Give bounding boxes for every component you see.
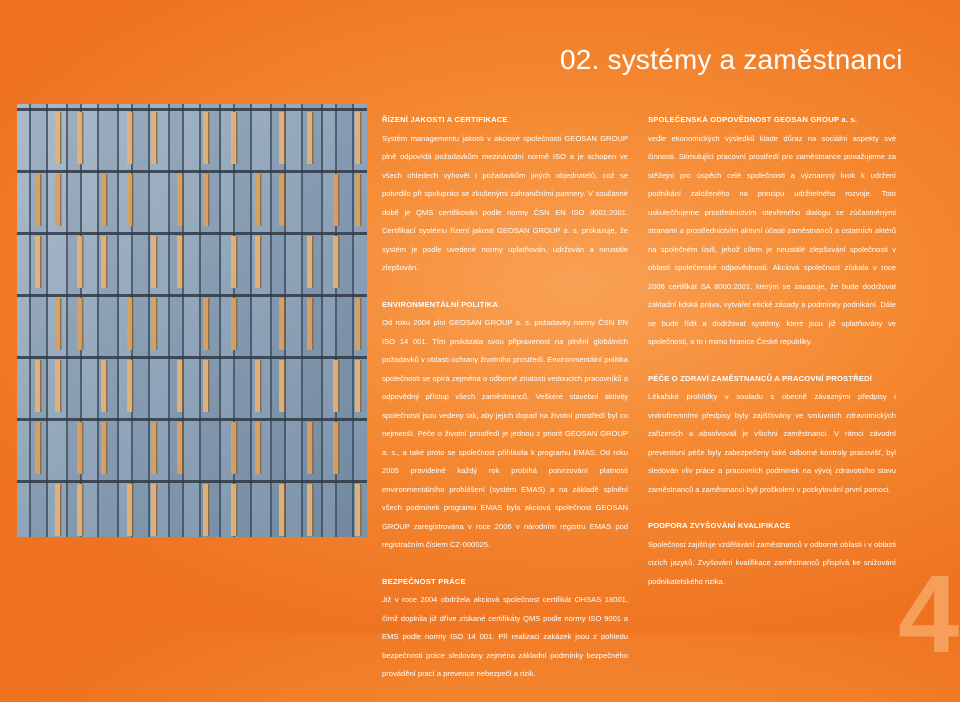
section-heading: PODPORA ZVYŠOVÁNÍ KVALIFIKACE: [648, 521, 791, 530]
section-heading: SPOLEČENSKÁ ODPOVĚDNOST GEOSAN GROUP a. s.: [648, 115, 858, 124]
section-text: Lékařské prohlídky v souladu s obecně závaznými předpisy i vnitrofiremními předpisy byly zajišťovány ve smluvních zdravotnických zařízeních a absolvovali je všichni zaměstnanci. V rámci závodní preventivní péče byly zabezpečeny také odborné kontroly pracovišť, byl sledován vliv práce a pracovních podmínek na vývoj zdravotního stavu zaměstnanců a zaměstnanci byli proškoleni v poskytování první pomoci.: [648, 392, 896, 494]
section-quality: [382, 111, 628, 278]
section-qualification: [648, 517, 896, 591]
section-health: [648, 370, 896, 500]
section-social-responsibility: [648, 111, 896, 352]
section-text: Systém managementu jakosti v akciové společnosti GEOSAN GROUP plně odpovídá požadavkům mezinárodní normě ISO a je schopen ve všech ohledech vyhovět i požadavkům jiných objednatelů, což se potvrdilo při spolupráci se zkušenými zahraničními partnery. V současné době je QMS certifikován podle normy ČSN EN ISO 9001:2001. Certifikací systému řízení jakosti GEOSAN GROUP a. s. prokazuje, že systém je podle uvedené normy uplatňován, udržován a neustále zlepšován.: [382, 133, 628, 272]
section-safety: [382, 573, 628, 684]
page-title: 02. systémy a zaměstnanci: [560, 44, 903, 75]
section-environment: [382, 296, 628, 555]
section-text: Již v roce 2004 obdržela akciová společnost certifikát OHSAS 18001, čímž doplnila již dříve získané certifikáty QMS podle normy ISO 9001 a EMS podle normy ISO 14 001. Při realizaci zakázek jsou z pohledu bezpečnosti práce sledovány zejména základní podmínky bezpečného provádění prací a prevence nebezpečí a rizik.: [382, 595, 628, 678]
section-heading: PÉČE O ZDRAVÍ ZAMĚSTNANCŮ A PRACOVNÍ PROSTŘEDÍ: [648, 373, 873, 383]
section-text: Společnost zajišťuje vzdělávání zaměstnanců v odborné oblasti i v oblasti cizích jazyků. Zvyšování kvalifikace zaměstnanců přispívá ke snižování podnikatelského rizika.: [648, 539, 896, 586]
facade-illustration: [17, 104, 367, 537]
section-text: Od roku 2004 plní GEOSAN GROUP a. s. požadavky normy ČSN EN ISO 14 001. Tím prokázala svou připravenost na plnění globálních požadavků v oblasti ochrany životního prostředí. Environmentální politika společnosti se opírá zejména o odborné znalosti vedoucích pracovníků a odpovědný přístup všech zaměstnanců. Veškeré stavební aktivity společnosti jsou vedeny tak, aby jejich dopad na životní prostředí byl co nejmenší. Péče o životní prostředí je jednou z priorit GEOSAN GROUP a. s., a také proto se společnost přihlásila k programu EMAS. Od roku 2005 pravidelně každý rok probíhá potvrzování platnosti environmentálního prohlášení (systém EMAS) a na základě splnění všech podmínek programu EMAS byla akciová společnost GEOSAN GROUP zaregistrována v roce 2006 v národním registru EMAS pod registračním číslem CZ-000025.: [382, 318, 628, 549]
section-heading: BEZPEČNOST PRÁCE: [382, 576, 466, 586]
section-text: vedle ekonomických výsledků klade důraz na sociální aspekty své činnosti. Stimulující pracovní prostředí pro zaměstnance považujeme za stěžejní pro úspěch celé společnosti a významný krok k udržení podnikání založeného na principu udržitelného rozvoje. Toto uskutečňujeme prostřednictvím otevřeného dialogu se zúčastněnými stranami a prostřednictvím aktivní účasti zaměstnanců a ostatních aktérů na společném úsilí, jehož cílem je neustálé zlepšování společnosti v oblasti společenské odpovědnosti. Akciová společnost získala v roce 2006 certifikát SA 8000:2001, kterým se zavazuje, že bude dodržovat základní lidská práva, vytvářet etické zásady a podmínky podnikání. Dále se bude řídit a dodržovat systémy, které jsou již uplatňovány ve společnosti, a to i mimo hranice České republiky.: [648, 133, 896, 346]
left-text-column: [382, 111, 628, 702]
page-number: 4: [898, 553, 960, 676]
section-heading: ENVIRONMENTÁLNÍ POLITIKA: [382, 299, 499, 309]
section-heading: ŘÍZENÍ JAKOSTI A CERTIFIKACE: [382, 115, 508, 124]
right-text-column: [648, 111, 896, 609]
building-facade-photo: [17, 104, 367, 537]
